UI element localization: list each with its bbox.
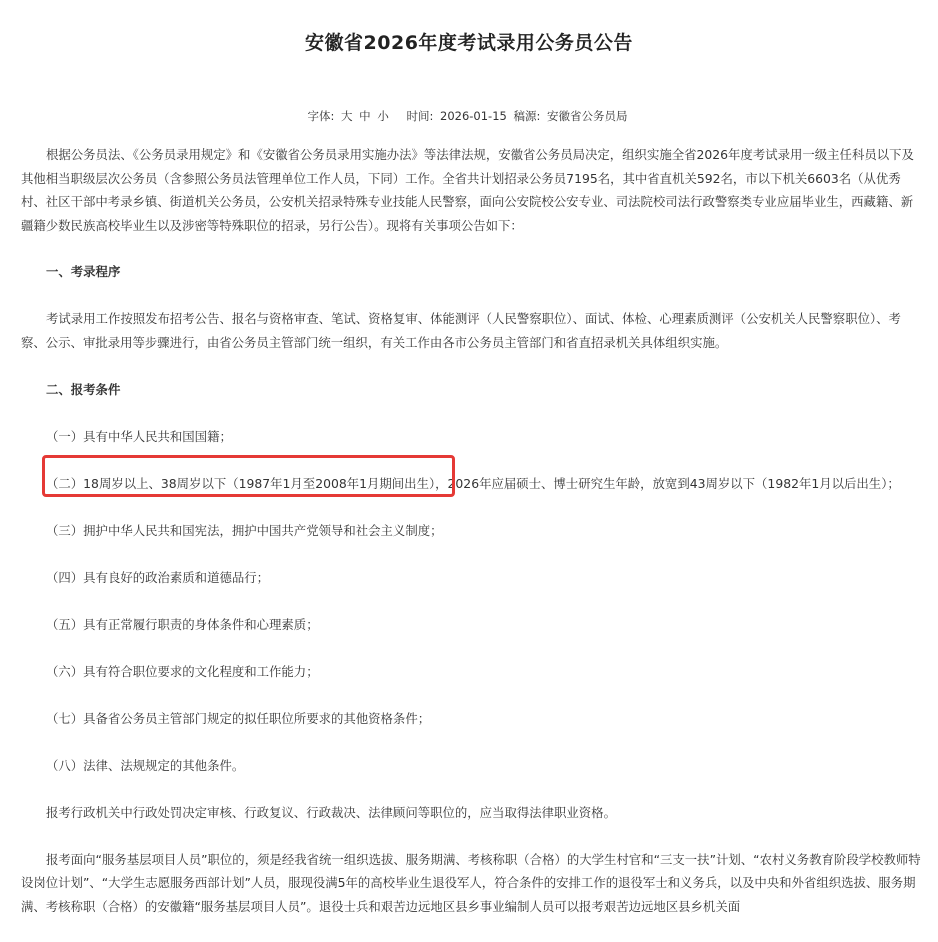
condition-item: （八）法律、法规规定的其他条件。 — [46, 757, 245, 773]
grassroots-service-note: 报考面向“服务基层项目人员”职位的，须是经我省统一组织选拔、服务期满、考核称职（合格）的大学生村官和“三支一扶”计划、“农村义务教育阶段学校教师特设岗位计划”、“大学生志愿服务西部计划”人员，服现役满5年的高校毕业生退役军人，符合条件的安排工作的退役军士和义务兵，以及中央和外省组织选拔、服务期满、考核称职（合格）的安徽籍“服务基层项目人员”。退役士兵和艰苦边远地区县乡事业编制人员可以报考艰苦边远地区县乡机关面 — [21, 851, 921, 914]
intro-paragraph: 根据公务员法、《公务员录用规定》和《安徽省公务员录用实施办法》等法律法规，安徽省公务员局决定，组织实施全省2026年度考试录用一级主任科员以下及其他相当职级层次公务员（含参照公务员法管理单位工作人员，下同）工作。全省共计划招录公务员7195名，其中省直机关592名，市以下机关6603名（从优秀村、社区干部中考录乡镇、街道机关公务员，公安机关招录特殊专业技能人民警察，面向公安院校公安专业、司法院校司法行政警察类专业应届毕业生，西藏籍、新疆籍少数民族高校毕业生以及涉密等特殊职位的招录，另行公告）。现将有关事项公告如下： — [21, 147, 914, 233]
article-meta — [0, 108, 938, 124]
legal-qualification-note: 报考行政机关中行政处罚决定审核、行政复议、行政裁决、法律顾问等职位的，应当取得法律职业资格。 — [46, 804, 616, 820]
condition-item: （三）拥护中华人民共和国宪法，拥护中国共产党领导和社会主义制度； — [46, 522, 443, 538]
condition-item: （五）具有正常履行职责的身体条件和心理素质； — [46, 616, 319, 632]
condition-item-age: （二）18周岁以上、38周岁以下（1987年1月至2008年1月期间出生），2026年应届硕士、博士研究生年龄，放宽到43周岁以下（1982年1月以后出生）； — [46, 475, 900, 491]
font-size-label: 字体: — [307, 109, 335, 123]
time-value: 2026-01-15 — [440, 109, 507, 123]
condition-item: （一）具有中华人民共和国国籍； — [46, 428, 232, 444]
time-label: 时间: — [406, 109, 434, 123]
procedure-paragraph: 考试录用工作按照发布招考公告、报名与资格审查、笔试、资格复审、体能测评（人民警察职位）、面试、体检、心理素质测评（公安机关人民警察职位）、考察、公示、审批录用等步骤进行，由省公务员主管部门统一组织，有关工作由各市公务员主管部门和省直招录机关具体组织实施。 — [21, 311, 901, 350]
font-size-large-link[interactable]: 大 — [341, 109, 353, 123]
source-value: 安徽省公务员局 — [547, 109, 628, 123]
font-size-medium-link[interactable]: 中 — [359, 109, 371, 123]
condition-item: （四）具有良好的政治素质和道德品行； — [46, 569, 270, 585]
section-heading-conditions: 二、报考条件 — [46, 381, 121, 397]
section-heading-procedure: 一、考录程序 — [46, 264, 121, 279]
font-size-small-link[interactable]: 小 — [377, 109, 389, 123]
article-body — [21, 143, 921, 942]
condition-item: （六）具有符合职位要求的文化程度和工作能力； — [46, 663, 319, 679]
article-title: 安徽省2026年度考试录用公务员公告 — [305, 32, 633, 54]
source-label: 稿源: — [513, 109, 541, 123]
condition-item: （七）具备省公务员主管部门规定的拟任职位所要求的其他资格条件； — [46, 710, 431, 726]
